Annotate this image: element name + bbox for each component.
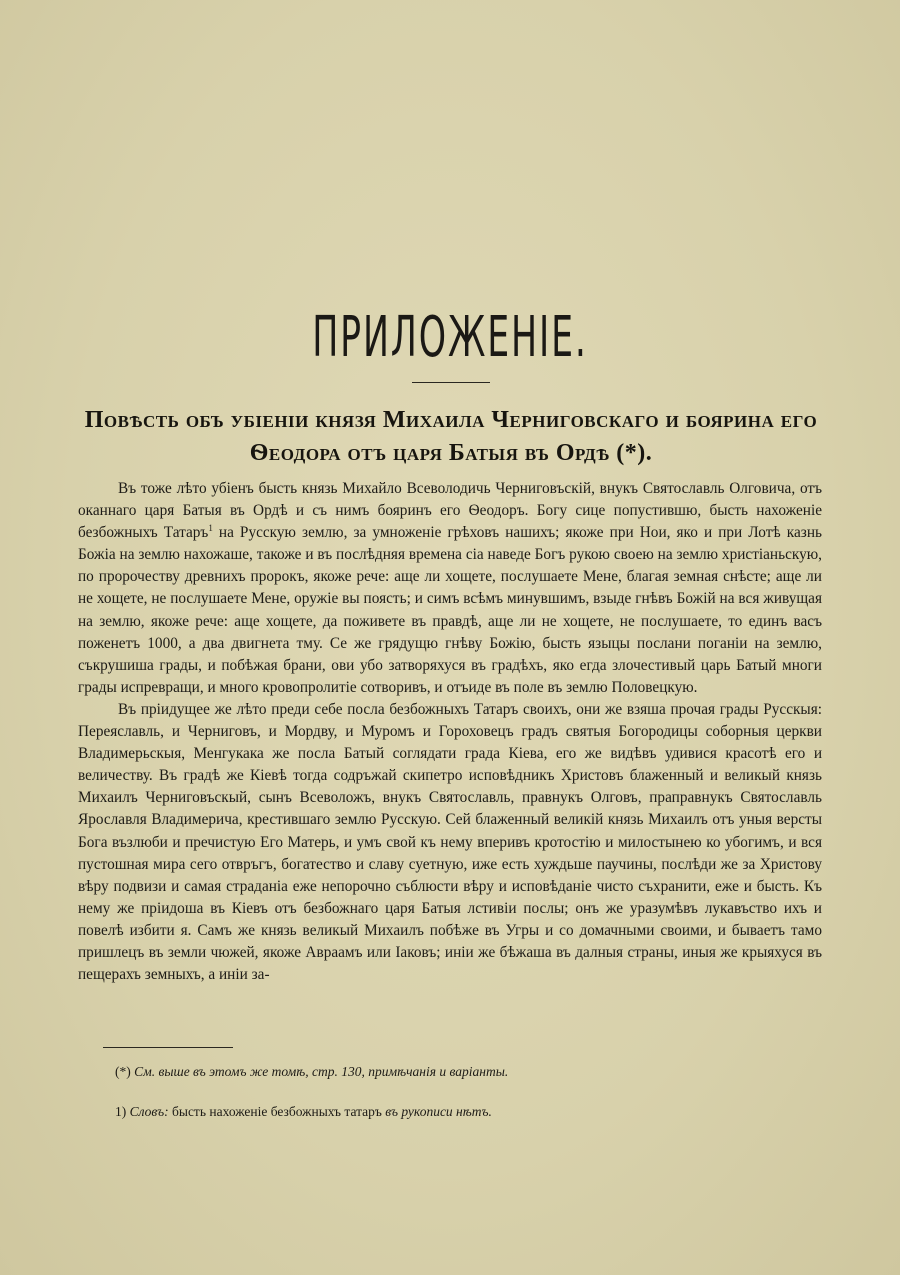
footnote-2-tail: въ рукописи нѣтъ.	[385, 1104, 492, 1119]
footnote-1	[115, 1064, 815, 1080]
story-title: Повѣсть объ убіеніи князя Михаила Черниговскаго и боярина его Ѳеодора отъ царя Батыя въ Ордѣ (*).	[84, 407, 818, 466]
footnote-1-text: См. выше въ этомъ же томѣ, стр. 130, примѣчанія и варіанты.	[134, 1064, 509, 1079]
footnote-1-mark: (*)	[115, 1064, 131, 1079]
heading-divider	[412, 382, 490, 383]
paragraph-1	[78, 478, 822, 699]
appendix-heading: ПРИЛОЖЕНІЕ.	[312, 305, 588, 370]
paragraph-1-text-cont: на Русскую землю, за умноженіе грѣховъ нашихъ; якоже при Нои, яко и при Лотѣ казнь Божіа на землю нахожаше, такоже и въ послѣдняя времена сіа наведе Богъ рукою своею на землю христіаньскую, по пророчеству древнихъ пророкъ, якоже рече: аще ли хощете, послушаете Мене, благая земная снѣсте; аще ли не хощете, не послушаете Мене, оружіе вы поясть; и симъ всѣмъ минувшимъ, взыде гнѣвъ Божій на вся живущая на землю, якоже рече: аще хощете, да поживете въ правдѣ, аще ли не хощете, не послушаете, то единъ васъ поженетъ 1000, а два двигнета тму. Се же грядущю гнѣву Божію, бысть языцы послани поганіи на землю, съкрушиша грады, и побѣжая брани, ови убо затворяхуся въ градѣхъ, яко егда злочестивый царь Батый многи грады испревращи, и много кровопролитіе сотворивъ, и отъиде въ поле въ землю Половецкую.	[78, 524, 822, 696]
paragraph-1-text: Въ тоже лѣто убіенъ бысть князь Михайло Всеволодичь Черниговъскій, внукъ Святославль Олговича, отъ оканнаго царя Батыя въ Ордѣ и съ нимъ бояринъ его Ѳеодоръ. Богу сице попустившю, бысть нахоженіе безбожныхъ Татаръ	[78, 480, 822, 542]
footnote-2	[115, 1104, 815, 1120]
footnote-divider	[103, 1047, 233, 1048]
main-text	[78, 478, 822, 986]
footnote-2-quote: бысть нахоженіе безбожныхъ татаръ	[172, 1104, 382, 1119]
paragraph-2: Въ пріидущее же лѣто преди себе посла безбожныхъ Татаръ своихъ, они же взяша прочая грады Русскыя: Переяславль, и Черниговъ, и Мордву, и Муромъ и Гороховецъ градъ святыя Богородицы соборныя церкви Владимерьскыя, Менгукака же посла Батый соглядати града Кіева, его же видѣвъ удивися красотѣ его и величеству. Въ градѣ же Кіевѣ тогда содръжай скипетро исповѣдникъ Христовъ блаженный и великый князь Михаилъ Черниговъскый, сынъ Всеволожъ, внукъ Святославль, правнукъ Олговъ, праправнукъ Святославль Ярославля Владимерича, крестившаго землю Русскую. Сей блаженный великій князь Михаилъ отъ уныя версты Бога възлюби и пречистую Его Матерь, и умъ свой къ нему вперивъ кротостію и милостынею ко убогимъ, и вся пустошная мира сего отвръгъ, богатество и славу суетную, иже есть хуждьше паучины, послѣди же за Христову вѣру подвизи и самая страданіа еже непорочно съблюсти вѣру и исповѣданіе чисто съхранити, еже и бысть. Къ нему же пріидоша въ Кіевъ отъ безбожнаго царя Батыя лстивіи послы; онъ же уразумѣвъ лукавъство ихъ и повелѣ избити я. Самъ же князь великый Михаилъ побѣже въ Угры и со домачными своими, и бываетъ тамо пришлецъ въ земли чюжей, якоже Авраамъ или Іаковъ; иніи же бѣжаша въ далныя страны, иныя же крыяхуся въ пещерахъ земныхъ, а иніи за-	[78, 700, 822, 984]
footnote-2-label: Словъ:	[129, 1104, 169, 1119]
footnote-reference: 1	[208, 523, 213, 534]
footnote-2-mark: 1)	[115, 1104, 127, 1119]
